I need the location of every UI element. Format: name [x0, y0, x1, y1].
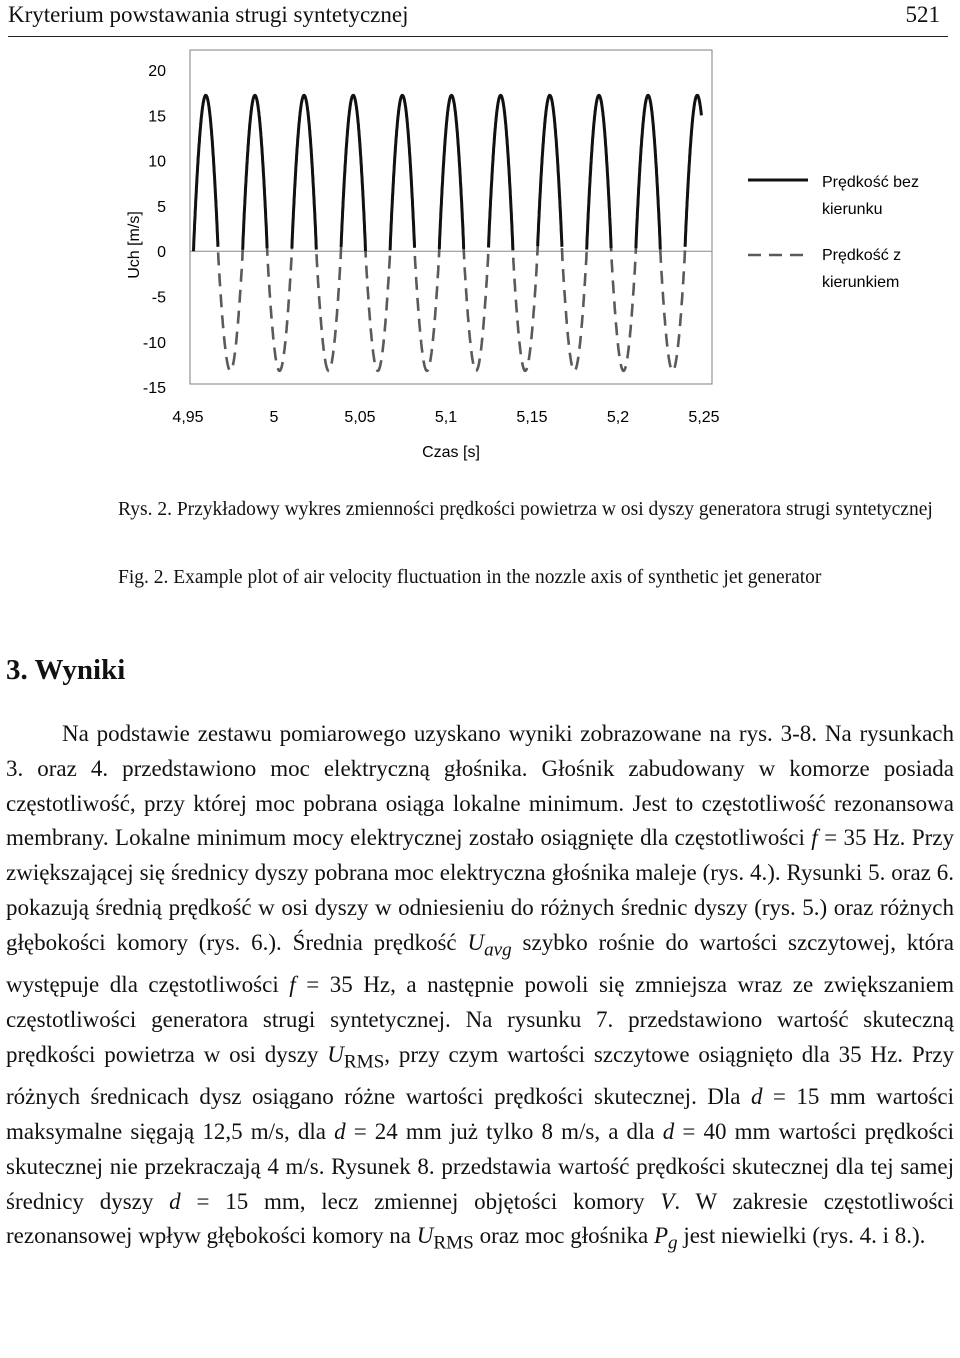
- y-tick-label: 5: [157, 198, 166, 216]
- symbol-f: f: [811, 825, 818, 851]
- legend-label-directional-line1: Prędkość z: [822, 247, 902, 264]
- x-tick-label: 4,95: [172, 409, 204, 426]
- text-run: . W zakresie częstotliwości rezonansowej wpływ głębokości komory na: [6, 1188, 954, 1249]
- x-axis-label: Czas [s]: [422, 444, 480, 461]
- figure-caption-english: Fig. 2. Example plot of air velocity fluctuation in the nozzle axis of synthetic jet generator: [118, 567, 822, 588]
- legend-label-speed-line2: kierunku: [822, 201, 883, 218]
- text-run: = 15 mm, lecz zmiennej objętości komory: [180, 1188, 661, 1214]
- symbol-f: f: [289, 972, 296, 998]
- legend-label-directional-line2: kierunkiem: [822, 274, 900, 291]
- text-run: oraz moc głośnika: [473, 1223, 654, 1249]
- section-heading: 3. Wyniki: [6, 654, 126, 686]
- text-run: szybko rośnie do wartości szczytowej, która występuje dla częstotliwości: [6, 929, 954, 998]
- text-run: = 40 mm wartości prędkości skutecznej nie przekraczają 4 m/s. Rysunek 8. przedstawia wartość prędkości skutecznej dla tej samej średnicy dyszy: [6, 1118, 955, 1214]
- legend-label-speed-line1: Prędkość bez: [822, 174, 919, 191]
- text-run: Na podstawie zestawu pomiarowego uzyskano wyniki zobrazowane na rys. 3-8. Na rysunkach 3. oraz 4. przedstawiono moc elektryczną głośnika. Głośnik zabudowany w komorze posiada częstotliwość, przy której moc pobrana osiąga lokalne minimum. Jest to częstotliwość rezonansowa membrany. Lokalne minimum mocy elektrycznej zostało osiągnięte dla częstotliwości: [6, 721, 954, 851]
- y-axis-label: Uch [m/s]: [126, 211, 143, 279]
- plot-area: [190, 50, 712, 384]
- text-run: = 24 mm już tylko 8 m/s, a dla: [345, 1118, 663, 1144]
- figure-caption-polish: Rys. 2. Przykładowy wykres zmienności prędkości powietrza w osi dyszy generatora strugi syntetycznej: [118, 499, 933, 520]
- x-tick-label: 5,25: [688, 409, 720, 426]
- text-run: = 15 mm wartości maksymalne sięgają 12,5 m/s, dla: [6, 1084, 955, 1144]
- running-header-title: Kryterium powstawania strugi syntetycznej: [8, 2, 409, 27]
- running-header: [8, 0, 948, 37]
- symbol-d: d: [334, 1118, 346, 1144]
- subscript-rms: RMS: [433, 1232, 474, 1254]
- y-tick-label: 20: [148, 63, 166, 80]
- legend: [748, 174, 923, 291]
- x-tick-label: 5,15: [516, 409, 548, 426]
- page-number: 521: [905, 2, 940, 27]
- x-tick-labels: [172, 409, 719, 426]
- subscript-avg: avg: [484, 939, 512, 961]
- paragraph-text: [6, 717, 954, 1262]
- text-run: = 35 Hz. Przy zwiększającej się średnicy dyszy pobrana moc elektryczna głośnika maleje (rys. 4.). Rysunki 5. oraz 6. pokazują średnią prędkość w osi dyszy w odniesieniu do różnych średnic dyszy (rys. 5.) oraz różnych głębokości komory (rys. 6.). Średnia prędkość: [6, 825, 954, 955]
- velocity-chart: [0, 40, 960, 470]
- symbol-d: d: [750, 1084, 763, 1110]
- subscript-g: g: [668, 1232, 678, 1254]
- symbol-u: U: [467, 929, 485, 955]
- x-tick-label: 5,05: [344, 409, 376, 426]
- legend-label-directional: [822, 247, 906, 291]
- symbol-v: V: [660, 1188, 675, 1214]
- symbol-u: U: [327, 1041, 344, 1067]
- legend-label-speed: [822, 174, 923, 218]
- symbol-p: P: [653, 1223, 668, 1249]
- x-tick-label: 5,1: [434, 409, 458, 426]
- y-tick-label: 0: [157, 244, 166, 262]
- symbol-d: d: [662, 1118, 675, 1144]
- x-tick-label: 5,2: [606, 409, 630, 426]
- y-tick-label: 10: [148, 153, 166, 171]
- text-run: jest niewielki (rys. 4. i 8.).: [677, 1223, 926, 1249]
- y-tick-label: -15: [142, 380, 166, 398]
- symbol-u: U: [416, 1223, 434, 1249]
- y-tick-label: -10: [142, 334, 166, 352]
- y-tick-labels: [143, 63, 166, 397]
- body-paragraph: [6, 717, 954, 1262]
- subscript-rms: RMS: [343, 1051, 385, 1073]
- text-run: , przy czym wartości szczytowe osiągnięto dla 35 Hz. Przy różnych średnicach dysz osiągano różne wartości prędkości skutecznej. Dla: [6, 1041, 954, 1110]
- y-tick-label: -5: [151, 289, 166, 307]
- symbol-d: d: [169, 1188, 181, 1214]
- x-tick-label: 5: [269, 409, 279, 426]
- text-run: = 35 Hz, a następnie powoli się zmniejsza wraz ze zwiększaniem częstotliwości generatora strugi syntetycznej. Na rysunku 7. przedstawiono wartość skuteczną prędkości powietrza w osi dyszy: [6, 972, 954, 1067]
- y-tick-label: 15: [148, 108, 166, 126]
